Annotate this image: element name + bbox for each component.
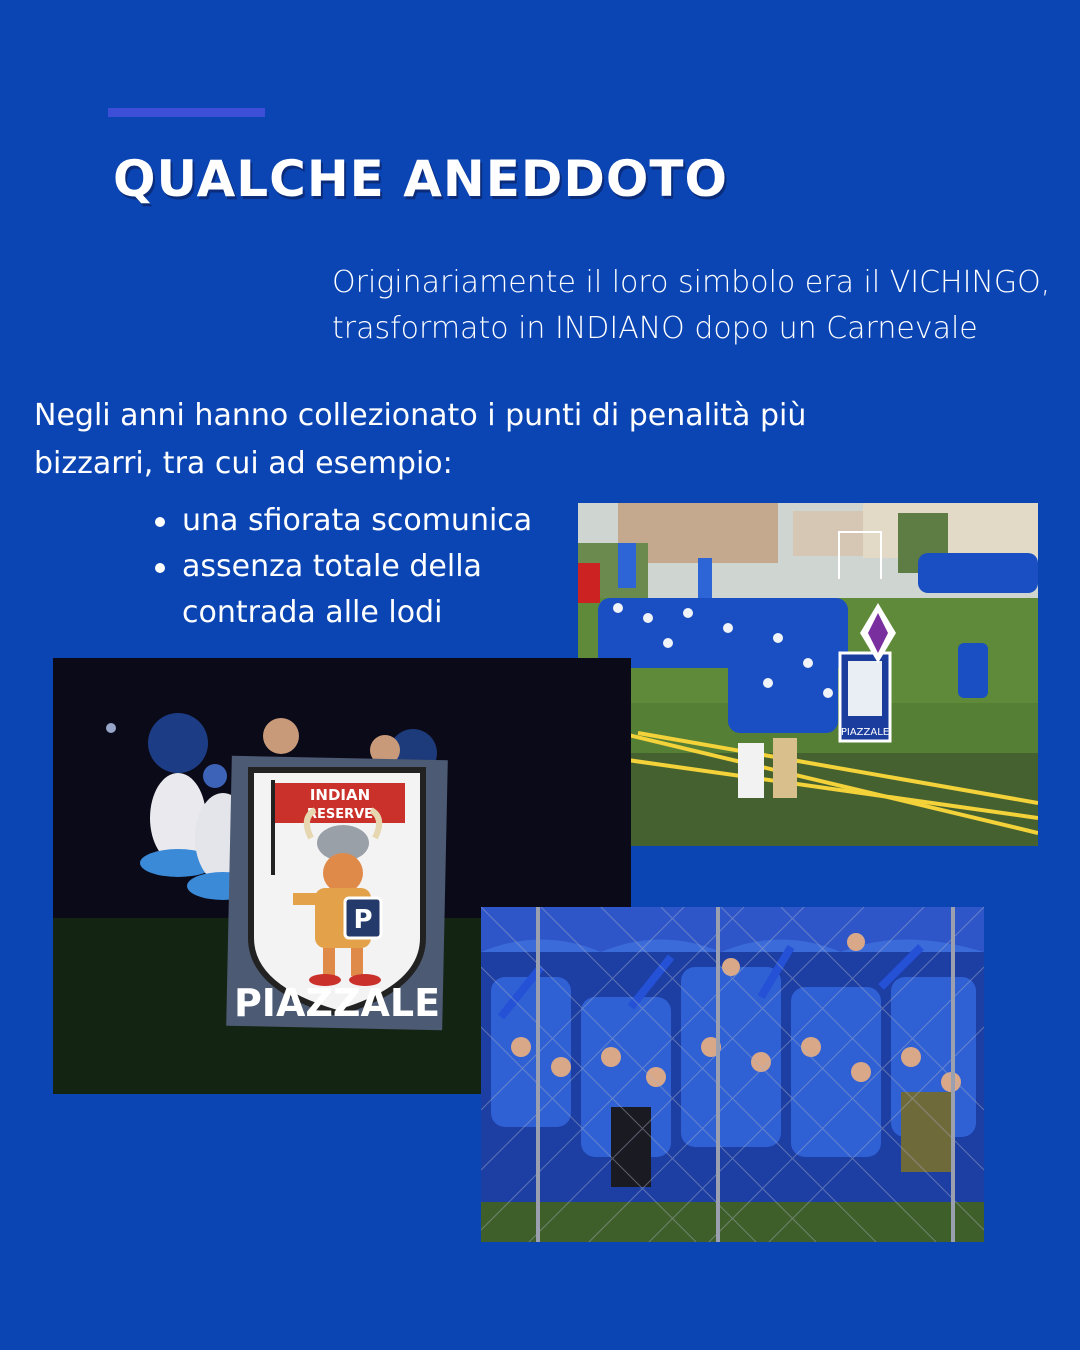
sign-top-text: INDIAN [309,786,371,804]
body-line-2: bizzarri, tra cui ad esempio: [34,446,453,481]
parade-field-illustration [578,503,1038,846]
intro-paragraph [332,260,1080,352]
parade-field-photo [578,503,1038,846]
crowd-stand-photo [481,907,984,1242]
sign-badge-text: P [353,905,373,935]
body-line-1: Negli anni hanno collezionato i punti di penalità più [34,398,807,433]
intro-line-2: trasformato in INDIANO dopo un Carnevale [332,311,978,346]
accent-line [108,108,265,117]
list-item [155,498,575,544]
list-item-text: assenza totale della [182,549,482,584]
body-paragraph [34,392,854,488]
intro-line-1: Originariamente il loro simbolo era il VICHINGO, [332,265,1051,300]
parade-banner-text: PIAZZALE [840,727,890,738]
penalty-list [155,498,575,636]
list-item [155,544,575,636]
sign-bottom-text: PIAZZALE [233,981,441,1025]
list-item-text: una sfiorata scomunica [182,503,533,538]
crowd-stand-illustration [481,907,984,1242]
sign-sub-text: RESERVE [306,807,374,822]
list-item-text: contrada alle lodi [182,595,443,630]
page-title: QUALCHE ANEDDOTO [113,150,729,208]
